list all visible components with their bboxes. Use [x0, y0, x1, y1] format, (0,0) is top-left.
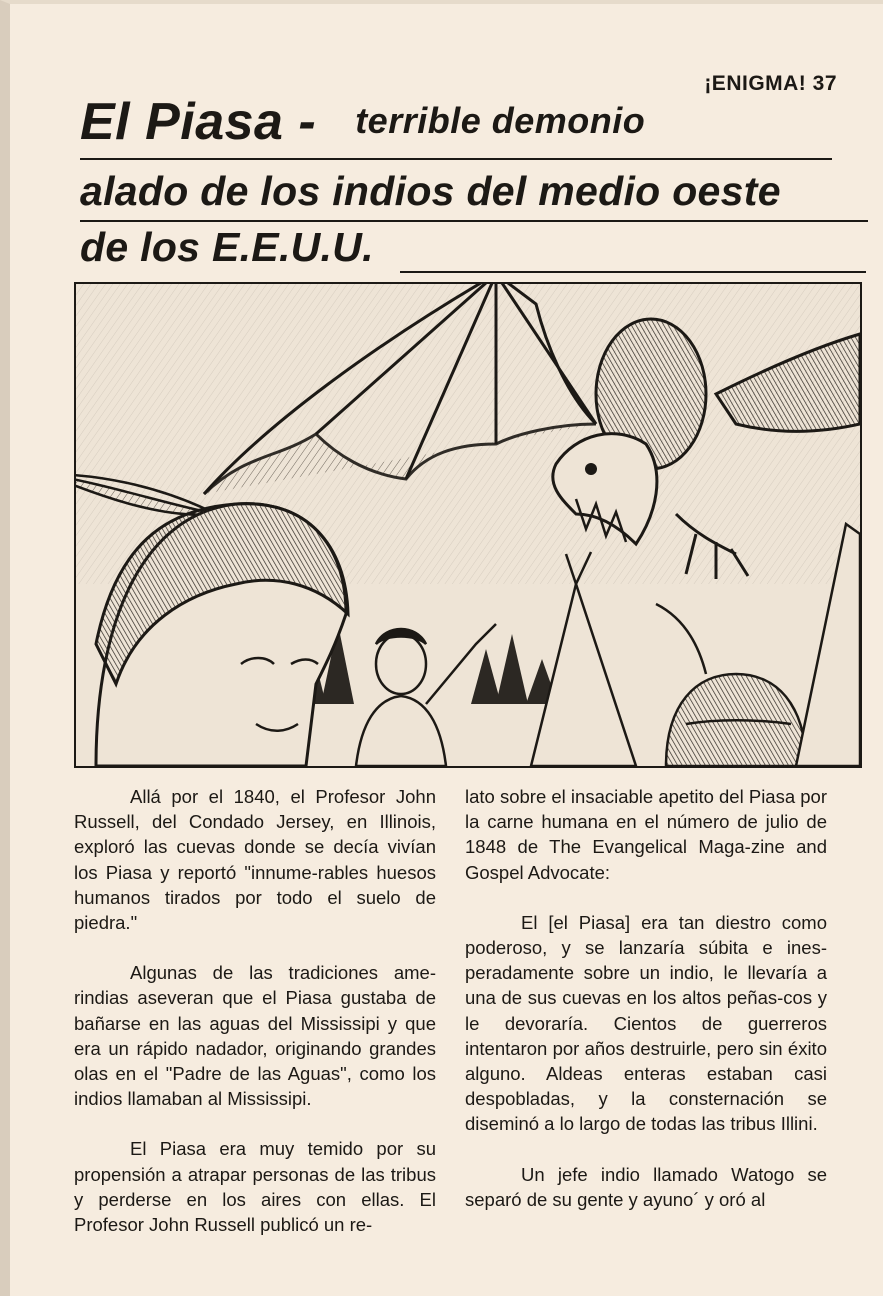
- paragraph: lato sobre el insaciable apetito del Piasa por la carne humana en el número de julio de 1848 de The Evangelical Maga-zine and Gospel Advocate:: [465, 786, 828, 883]
- title-rule: [80, 158, 832, 160]
- paragraph: Allá por el 1840, el Profesor John Russell, del Condado Jersey, en Illinois, exploró las cuevas donde se decía vivían los Piasa y reportó "innume-rables huesos humanos tirados por todo el suelo de piedra.": [74, 786, 436, 934]
- article-title-line2: alado de los indios del medio oeste: [80, 168, 781, 214]
- article-title-main: El Piasa -: [80, 93, 317, 151]
- illustration-drawing: [76, 284, 860, 766]
- article-title: [80, 92, 645, 152]
- title-rule: [80, 220, 868, 222]
- paragraph: Un jefe indio llamado Watogo se separó de su gente y ayuno´ y oró al: [465, 1163, 827, 1210]
- quote-paragraph: El [el Piasa] era tan diestro como poderoso, y se lanzaría súbita e ines-peradamente sobre un indio, le llevaría a una de sus cuevas en los altos peñas-cos y le devoraría. Cientos de guerreros intentaron por años destruirle, pero sin éxito alguno. Aldeas enteras estaban casi despobladas, y la consternación se diseminó a lo largo de todas las tribus Illini.: [465, 911, 827, 1135]
- paragraph: El Piasa era muy temido por su propensión a atrapar personas de las tribus y perderse en los aires con ellas. El Profesor John Russell publicó un re-: [74, 1138, 436, 1236]
- left-column: [74, 784, 436, 1237]
- paragraph: Algunas de las tradiciones ame-rindias aseveran que el Piasa gustaba de bañarse en las aguas del Mississipi y que era un rápido nadador, originando grandes olas en el "Padre de las Aguas", como los indios llamaban al Mississipi.: [74, 962, 436, 1110]
- right-column: [465, 784, 827, 1212]
- title-rule: [400, 271, 866, 273]
- piasa-illustration: [74, 282, 862, 768]
- article-title-sub: terrible demonio: [355, 100, 646, 141]
- article-title-line3: de los E.E.U.U.: [80, 224, 374, 270]
- page-number: ¡ENIGMA! 37: [704, 72, 837, 95]
